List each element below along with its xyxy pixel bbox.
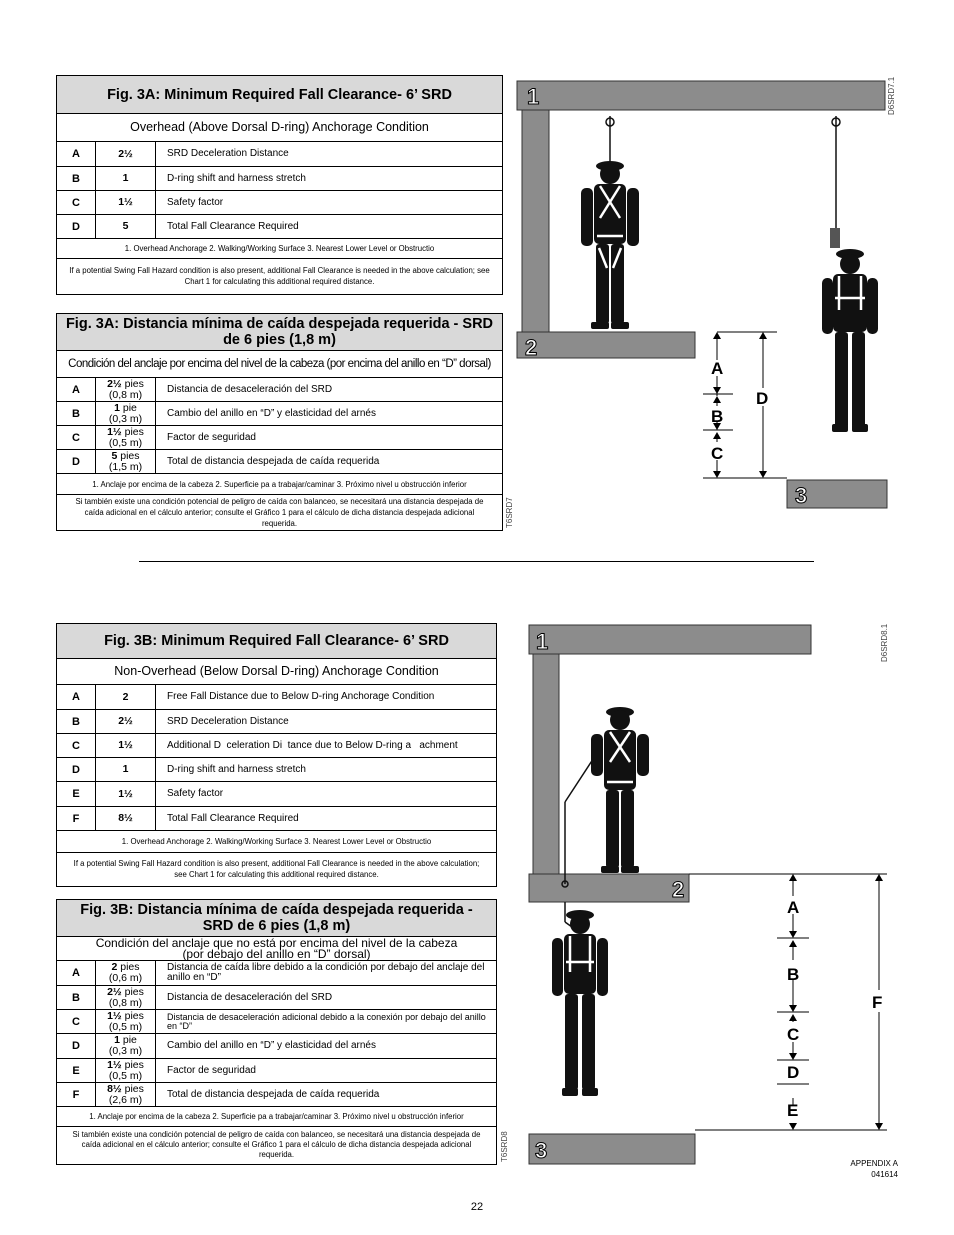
row-desc: Free Fall Distance due to Below D-ring Anchorage Condition xyxy=(167,691,435,702)
row-letter: A xyxy=(57,378,96,401)
row-value: 1½ xyxy=(96,782,156,806)
row-value: 1½ pies (0,5 m) xyxy=(96,1059,156,1082)
fig3b-es-code: T6SRD8 xyxy=(500,1131,509,1162)
row-desc: Additional D celeration Di tance due to Below D-ring a achment xyxy=(167,739,458,751)
row-desc: Factor de seguridad xyxy=(167,1064,256,1076)
table-row xyxy=(57,142,502,167)
row-value: 8½ xyxy=(96,807,156,830)
row-letter: F xyxy=(57,1083,96,1106)
row-desc: SRD Deceleration Distance xyxy=(167,148,289,159)
row-value: 2½ pies (0,8 m) xyxy=(96,378,156,401)
row-desc: Distancia de caída libre debido a la condición por debajo del anclaje del anillo en “D” xyxy=(167,962,485,983)
table-row xyxy=(57,1034,496,1059)
label-1: 1 xyxy=(536,629,549,654)
row-desc: Distancia de desaceleración adicional debido a la conexión por debajo del anillo en “D” xyxy=(167,1011,486,1031)
fig3b-en-table xyxy=(56,623,497,887)
appendix-label xyxy=(850,1158,898,1180)
label-2: 2 xyxy=(672,877,685,902)
fig3a-en-note: If a potential Swing Fall Hazard condition is also present, additional Fall Clearance is needed in the above calculation; see Chart 1 for calculating this additional required distance. xyxy=(69,265,490,286)
row-value: 1 pie (0,3 m) xyxy=(96,1034,156,1058)
row-desc: SRD Deceleration Distance xyxy=(167,715,289,727)
row-desc: D-ring shift and harness stretch xyxy=(167,172,306,184)
table-row xyxy=(57,191,502,215)
row-desc: Total Fall Clearance Required xyxy=(167,220,299,232)
fig3b-en-title: Fig. 3B: Minimum Required Fall Clearance- 6’ SRD xyxy=(57,624,496,659)
dim-E: E xyxy=(787,1101,799,1120)
table-row xyxy=(57,685,496,710)
row-letter: C xyxy=(57,1010,96,1033)
row-letter: C xyxy=(57,426,96,449)
table-row xyxy=(57,758,496,782)
fig3a-en-legend: 1. Overhead Anchorage 2. Walking/Working Surface 3. Nearest Lower Level or Obstructio xyxy=(57,239,502,259)
row-letter: E xyxy=(57,1059,96,1082)
dim-D: D xyxy=(787,1063,800,1082)
table-row xyxy=(57,215,502,239)
row-letter: E xyxy=(57,782,96,806)
fig3a-en-title: Fig. 3A: Minimum Required Fall Clearance- 6’ SRD xyxy=(57,76,502,114)
fig3b-es-title: Fig. 3B: Distancia mínima de caída despejada requerida - SRD de 6 pies (1,8 m) xyxy=(57,900,496,937)
table-row xyxy=(57,986,496,1010)
row-value: 1½ pies (0,5 m) xyxy=(96,1010,156,1033)
row-value: 2 pies (0,6 m) xyxy=(96,961,156,985)
table-row xyxy=(57,402,502,426)
row-letter: D xyxy=(57,450,96,473)
fig3a-en-table xyxy=(56,75,503,295)
row-value: 1 xyxy=(96,758,156,781)
dim-D: D xyxy=(756,389,769,408)
fig3b-es-condition: Condición del anclaje que no está por encima del nivel de la cabeza (por debajo del anillo en “D” dorsal) xyxy=(57,937,496,961)
worker-figure-hanging xyxy=(552,910,608,1096)
row-desc: D-ring shift and harness stretch xyxy=(167,763,306,775)
row-value: 2½ xyxy=(96,710,156,733)
fig3a-es-table xyxy=(56,313,503,531)
fig3b-es-legend: 1. Anclaje por encima de la cabeza 2. Superficie pa a trabajar/caminar 3. Próximo nivel u obstrucción inferior xyxy=(57,1107,496,1127)
row-value: 2 xyxy=(96,685,156,709)
row-letter: C xyxy=(57,734,96,757)
row-desc: Factor de seguridad xyxy=(167,431,256,443)
row-value: 1 xyxy=(96,167,156,190)
fig3b-illustration xyxy=(527,622,895,1167)
row-desc: Total Fall Clearance Required xyxy=(167,812,299,824)
fig3b-image-code: D6SRD8.1 xyxy=(880,623,889,662)
label-3: 3 xyxy=(535,1138,548,1163)
row-desc: Total de distancia despejada de caída requerida xyxy=(167,455,380,467)
row-desc: Safety factor xyxy=(167,788,224,799)
table-row xyxy=(57,1010,496,1034)
worker-figure-standing xyxy=(581,161,639,329)
row-value: 2½ xyxy=(96,142,156,166)
row-value: 5 pies (1,5 m) xyxy=(96,450,156,473)
row-letter: B xyxy=(57,710,96,733)
row-desc: Distancia de desaceleración del SRD xyxy=(167,991,333,1003)
row-letter: B xyxy=(57,402,96,425)
row-desc: Cambio del anillo en “D” y elasticidad del arnés xyxy=(167,407,376,419)
section-divider xyxy=(139,561,814,562)
row-letter: A xyxy=(57,142,96,166)
dim-B: B xyxy=(711,407,724,426)
row-value: 2½ pies (0,8 m) xyxy=(96,986,156,1009)
table-row xyxy=(57,734,496,758)
label-2: 2 xyxy=(525,335,538,360)
row-value: 1½ pies (0,5 m) xyxy=(96,426,156,449)
row-letter: B xyxy=(57,986,96,1009)
fig3b-en-note: If a potential Swing Fall Hazard condition is also present, additional Fall Clearance is needed in the above calculation; see Chart 1 for calculating this additional required distance. xyxy=(73,859,480,879)
dim-A: A xyxy=(711,359,724,378)
fig3a-image-code: D6SRD7.1 xyxy=(887,76,896,115)
fig3b-es-note: Si también existe una condición potencial de peligro de caída con balanceo, se necesitará una distancia despejada de caída adicional en el cálculo anterior; consulte el Gráfico 1 para el cálculo de dicha distancia despejada adicional requerida. xyxy=(72,1130,481,1159)
dim-C: C xyxy=(787,1025,800,1044)
row-desc: Total de distancia despejada de caída requerida xyxy=(167,1088,380,1100)
dim-A: A xyxy=(787,898,800,917)
table-row xyxy=(57,961,496,986)
row-letter: D xyxy=(57,758,96,781)
row-letter: A xyxy=(57,961,96,985)
row-letter: C xyxy=(57,191,96,214)
table-row xyxy=(57,1083,496,1107)
appendix-title: APPENDIX A xyxy=(850,1159,898,1168)
row-letter: D xyxy=(57,1034,96,1058)
row-value: 8½ pies (2,6 m) xyxy=(96,1083,156,1106)
page-number: 22 xyxy=(470,1201,484,1213)
fig3a-es-note: Si también existe una condición potencial de peligro de caída con balanceo, se necesitará una distancia despejada de caída adicional en el cálculo anterior; consulte el Gráfico 1 para el cálculo de dicha distancia despejada adicional requerida. xyxy=(75,496,484,528)
dim-C: C xyxy=(711,444,724,463)
row-letter: B xyxy=(57,167,96,190)
row-value: 1½ xyxy=(96,191,156,214)
row-value: 1½ xyxy=(96,734,156,757)
appendix-code: 041614 xyxy=(871,1170,898,1179)
table-row xyxy=(57,450,502,474)
row-letter: A xyxy=(57,685,96,709)
row-desc: Cambio del anillo en “D” y elasticidad del arnés xyxy=(167,1040,376,1051)
row-desc: Safety factor xyxy=(167,196,224,208)
dim-F: F xyxy=(872,993,883,1012)
label-1: 1 xyxy=(527,84,540,109)
row-desc: Distancia de desaceleración del SRD xyxy=(167,383,333,395)
fig3a-es-code: T6SRD7 xyxy=(505,497,514,528)
fig3a-en-condition: Overhead (Above Dorsal D-ring) Anchorage Condition xyxy=(57,114,502,142)
worker-figure-standing xyxy=(591,707,649,873)
fig3a-es-legend: 1. Anclaje por encima de la cabeza 2. Superficie pa a trabajar/caminar 3. Próximo nivel u obstrucción inferior xyxy=(57,474,502,495)
table-row xyxy=(57,782,496,807)
fig3b-en-condition: Non-Overhead (Below Dorsal D-ring) Anchorage Condition xyxy=(57,659,496,685)
row-value: 1 pie (0,3 m) xyxy=(96,402,156,425)
fig3a-es-condition: Condición del anclaje por encima del nivel de la cabeza (por encima del anillo en “D” dorsal) xyxy=(57,351,502,378)
row-letter: D xyxy=(57,215,96,238)
table-row xyxy=(57,426,502,450)
table-row xyxy=(57,710,496,734)
row-letter: F xyxy=(57,807,96,830)
table-row xyxy=(57,378,502,402)
dim-B: B xyxy=(787,965,800,984)
label-3: 3 xyxy=(795,483,808,508)
fig3a-illustration xyxy=(517,78,893,516)
worker-figure-hanging xyxy=(822,249,878,432)
table-row xyxy=(57,807,496,831)
table-row xyxy=(57,167,502,191)
fig3b-es-table xyxy=(56,899,497,1165)
row-value: 5 xyxy=(96,215,156,238)
fig3b-en-legend: 1. Overhead Anchorage 2. Walking/Working Surface 3. Nearest Lower Level or Obstructio xyxy=(57,831,496,853)
fig3a-es-title: Fig. 3A: Distancia mínima de caída despejada requerida - SRD de 6 pies (1,8 m) xyxy=(57,314,502,351)
table-row xyxy=(57,1059,496,1083)
